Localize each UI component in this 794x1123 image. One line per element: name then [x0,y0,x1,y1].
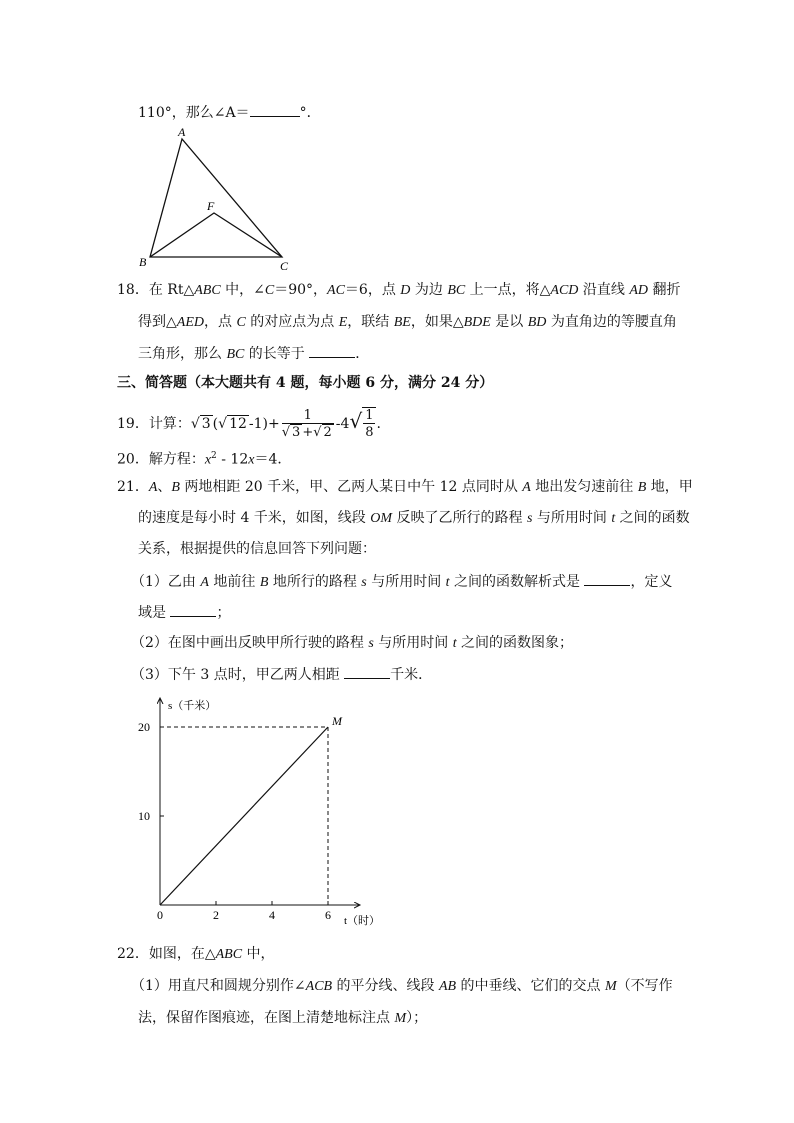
label-c: C [280,259,289,272]
point-label-m: M [332,714,342,728]
x-tick-label-4: 4 [269,908,275,922]
y-tick-label-10: 10 [138,809,150,823]
q18-answer-blank[interactable] [309,343,355,358]
triangle-abc [150,139,282,257]
q21-p1-domain-blank[interactable] [170,602,216,617]
label-f: F [207,199,215,213]
q21-line2: 的速度是每小时 4 千米，如图，线段 OM 反映了乙所行的路程 s 与所用时间 t 之间的函数 [138,510,690,526]
q21-part1-line2: 域是 ； [138,602,230,623]
q17-answer-blank[interactable] [250,102,300,117]
q21-line3: 关系，根据提供的信息回答下列问题： [138,541,376,557]
x-tick-label-2: 2 [213,908,219,922]
label-b: B [139,255,147,269]
q22-part1-line2: 法，保留作图痕迹，在图上清楚地标注点 M）； [138,1010,428,1026]
q18-line2: 得到△AED，点 C 的对应点为点 E，联结 BE，如果△BDE 是以 BD 为直角边的等腰直角 [138,314,677,330]
y-tick-label-20: 20 [138,720,150,734]
q21-p1-expression-blank[interactable] [584,571,630,586]
q19-inner-fraction: $\frac{1}{8}$ [365,407,374,440]
q21-part3-line: （3）下午 3 点时，甲乙两人相距 千米． [131,664,432,685]
q17-tail-line: 110°，那么∠A＝ °． [138,102,321,123]
q17-triangle-figure [130,122,300,272]
x-tick-label-0: 0 [157,908,163,922]
q19-line: 19．计算：√ 3 (√ 12 -1)+ $\frac{1}{√ 3 +√ 2}$ -4√ $\frac{1}{8}$ . [117,407,381,440]
x-tick-label-6: 6 [325,908,331,922]
segments-bf-fc [150,213,282,257]
q18-line1: 18．在 Rt△ABC 中，∠C＝90°，AC＝6，点 D 为边 BC 上一点，将△ACD 沿直线 AD 翻折 [117,282,681,298]
y-axis-label: s（千米） [168,700,217,712]
q20-line: 20．解方程：$x^2 - 12x=4$． [117,451,292,468]
q21-part2-line: （2）在图中画出反映甲所行驶的路程 s 与所用时间 t 之间的函数图象； [131,635,574,651]
q21-p3-distance-blank[interactable] [344,664,390,679]
q22-part1-line1: （1）用直尺和圆规分别作∠ACB 的平分线、线段 AB 的中垂线、它们的交点 M（不写作 [131,978,673,994]
q21-part1-line1: （1）乙由 A 地前往 B 地所行的路程 s 与所用时间 t 之间的函数解析式是 ，定义 [131,571,672,593]
q21-distance-time-chart [120,690,400,935]
series-line-om [160,727,328,905]
section3-title: 三、简答题（本大题共有 4 题，每小题 6 分，满分 24 分） [117,375,494,391]
q18-line3: 三角形，那么 BC 的长等于 ． [138,343,369,365]
x-axis-label: t（时） [344,915,381,927]
label-a: A [178,125,186,139]
q22-line1: 22．如图，在△ABC 中， [117,946,275,962]
q21-line1: 21．A、B 两地相距 20 千米，甲、乙两人某日中午 12 点同时从 A 地出发匀速前往 B 地，甲 [117,479,693,495]
q19-fraction: $\frac{1}{√ 3 +√ 2}$ [281,407,332,440]
